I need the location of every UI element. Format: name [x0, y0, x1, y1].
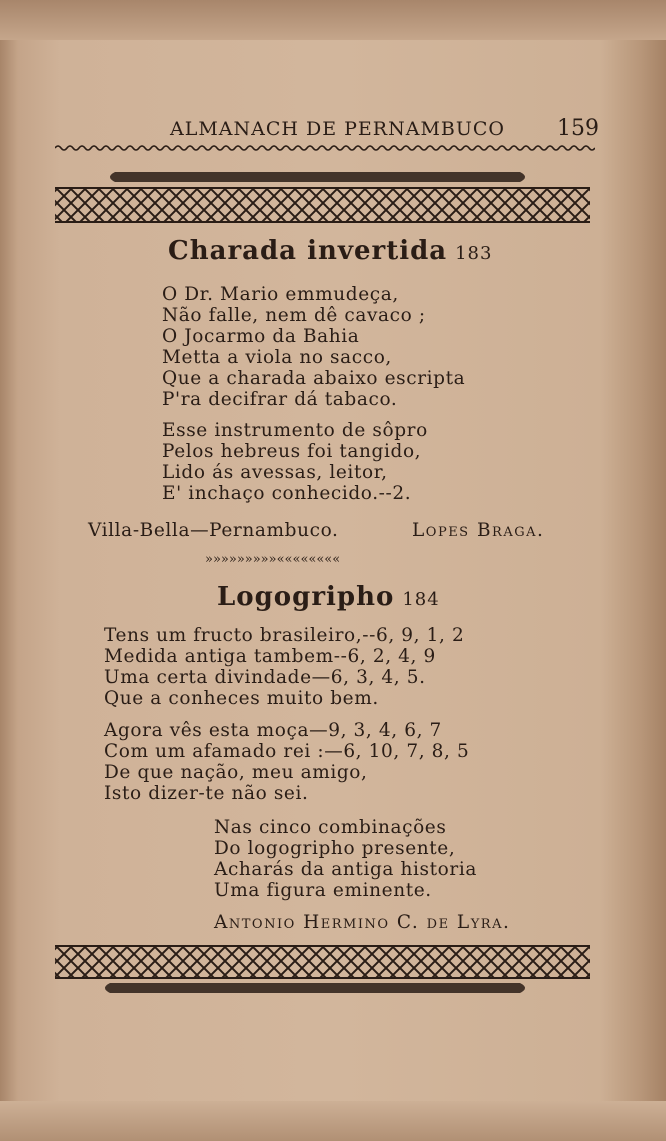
charada-verse-line: Esse instrumento de sôpro: [162, 420, 428, 441]
charada-verse-line: O Dr. Mario emmudeça,: [162, 284, 399, 305]
charada-place: Villa-Bella—Pernambuco.: [88, 520, 339, 541]
charada-verse-line: Que a charada abaixo escripta: [162, 368, 466, 389]
logogripho-number: 184: [402, 589, 440, 610]
logogripho-verse-line: Medida antiga tambem--6, 2, 4, 9: [104, 646, 436, 667]
charada-verse-line: Não falle, nem dê cavaco ;: [162, 305, 426, 326]
charada-title: Charada invertida: [168, 236, 448, 266]
logogripho-verse-line: Tens um fructo brasileiro,--6, 9, 1, 2: [104, 625, 465, 646]
logogripho-author: Antonio Hermino C. de Lyra.: [214, 912, 511, 933]
logogripho-title-block: [217, 582, 440, 612]
page-number: 159: [557, 116, 599, 141]
logogripho-title: Logogripho: [217, 582, 395, 612]
logogripho-verse-line: Isto dizer-te não sei.: [104, 783, 309, 804]
logogripho-verse-line: Uma certa divindade—6, 3, 4, 5.: [104, 667, 426, 688]
charada-title-block: [168, 236, 492, 266]
logogripho-verse-line: Com um afamado rei :—6, 10, 7, 8, 5: [104, 741, 470, 762]
charada-author: Lopes Braga.: [412, 520, 545, 541]
charada-verse-line: Metta a viola no sacco,: [162, 347, 392, 368]
page-bottom-edge: [0, 1101, 666, 1141]
logogripho-verse-line: Uma figura eminente.: [214, 880, 432, 901]
top-ornamental-border: [50, 168, 595, 230]
logogripho-verse-line: Que a conheces muito bem.: [104, 688, 379, 709]
running-header: ALMANACH DE PERNAMBUCO: [170, 118, 505, 140]
logogripho-verse-line: Acharás da antiga historia: [214, 859, 478, 880]
logogripho-verse-line: Agora vês esta moça—9, 3, 4, 6, 7: [104, 720, 442, 741]
charada-number: 183: [455, 243, 493, 264]
charada-verse-line: Pelos hebreus foi tangido,: [162, 441, 422, 462]
logogripho-verse-line: Do logogripho presente,: [214, 838, 456, 859]
charada-verse-line: Lido ás avessas, leitor,: [162, 462, 388, 483]
section-divider: »»»»»»»»»««««««««: [205, 552, 341, 567]
bottom-ornamental-border: [50, 940, 595, 1002]
charada-verse-line: E' inchaço conhecido.--2.: [162, 483, 412, 504]
header-wavy-rule: [55, 144, 595, 152]
charada-verse-line: P'ra decifrar dá tabaco.: [162, 389, 398, 410]
logogripho-verse-line: Nas cinco combinações: [214, 817, 447, 838]
logogripho-verse-line: De que nação, meu amigo,: [104, 762, 368, 783]
charada-verse-line: O Jocarmo da Bahia: [162, 326, 360, 347]
page-top-edge: [0, 0, 666, 40]
